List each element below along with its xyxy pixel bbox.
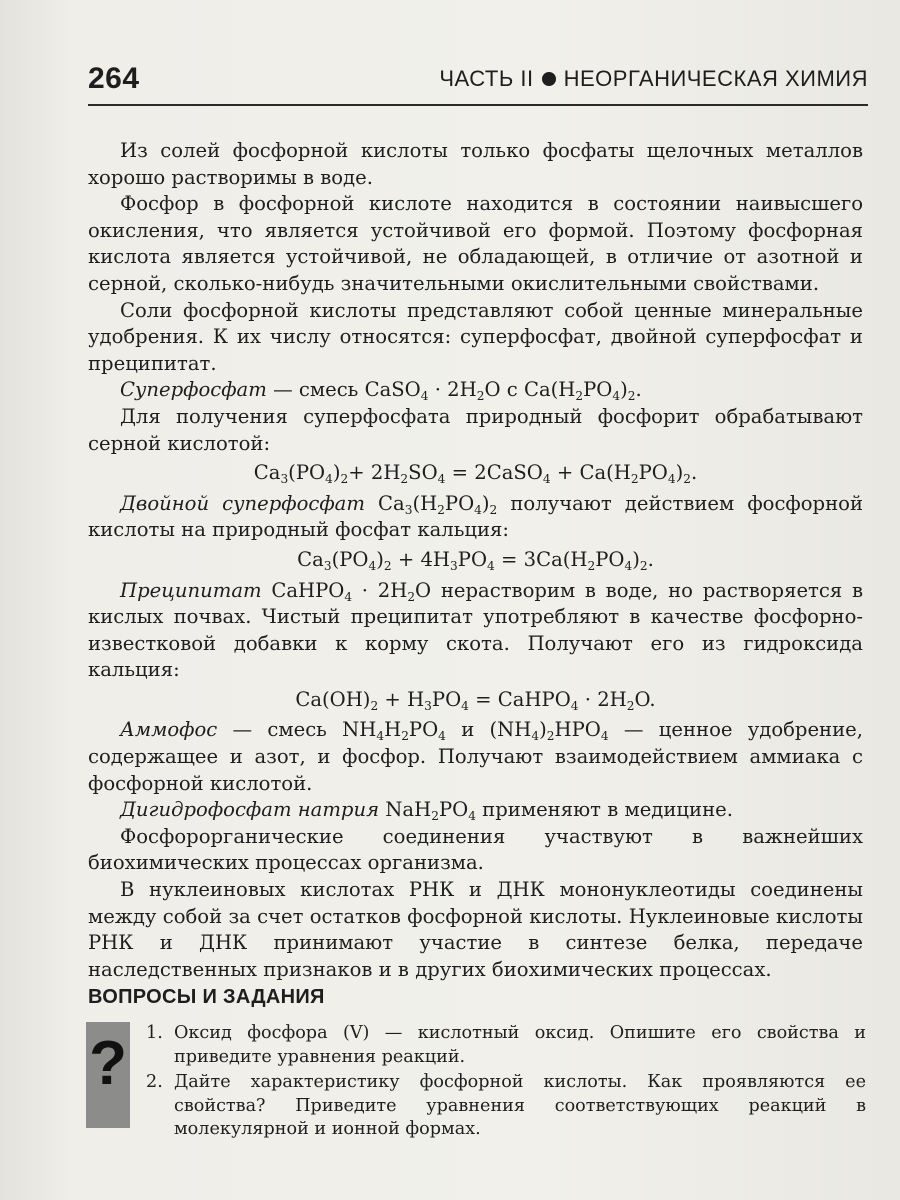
paragraph: Фосфор в фосфорной кислоте находится в состоянии наивысшего окисления, что является устойчивой его формой. Поэтому фосфорная кислота является устойчивой, не обладающей, в отличие от азотной и серной, сколько-нибудь значительными окислительными свойствами. (88, 192, 863, 295)
superphosphate-definition: Суперфосфат — смесь CaSO$_4$ · $2H_2O$ с $Ca(H_2PO_4)_2$. (120, 378, 642, 404)
equation-precipitate: $Ca(OH)_2 + H_3PO_4$ = CaHPO$_4$ · $2H_2O$. (295, 687, 656, 713)
paragraph: Для получения суперфосфата природный фосфорит обрабатывают серной кислотой: (88, 404, 863, 455)
term: Двойной суперфосфат (120, 491, 365, 515)
double-superphosphate-paragraph: Двойной суперфосфат $Ca_3(H_2PO_4)_2$ получают действием фосфорной кислоты на природный фосфат кальция: (88, 491, 864, 542)
section-label: НЕОРГАНИЧЕСКАЯ ХИМИЯ (563, 66, 868, 91)
running-head (439, 66, 868, 92)
question-item: 2. Дайте характеристику фосфорной кислоты. Как проявляются ее свойства? Приведите уравнения соответствующих реакций в молекулярной и ионной формах. (146, 1072, 866, 1139)
ammophos-paragraph: Аммофос — смесь $NH_4H_2PO_4$ и $(NH_4)_2HPO_4$ — ценное удобрение, содержащее и азот, и фосфор. Получают взаимодействием аммиака с фосфорной кислотой. (88, 718, 864, 795)
sodium-dihydrophosphate-paragraph: Дигидрофосфат натрия $NaH_2PO_4$ применяют в медицине. (120, 798, 733, 824)
equation-superphosphate: $Ca_3(PO_4)_2+ 2H_2SO_4$ = 2CaSO$_4$ + $Ca(H_2PO_4)_2$. (253, 461, 698, 486)
part-label: ЧАСТЬ II (439, 66, 534, 91)
questions-list (146, 1022, 866, 1144)
paragraph: Фосфорорганические соединения участвуют в важнейших биохимических процессах организма. (88, 824, 863, 875)
page-number: 264 (88, 62, 140, 95)
main-text (88, 138, 863, 983)
precipitate-paragraph: Преципитат CaHPO$_4$ · $2H_2O$ нерастворим в воде, но растворяется в кислых почвах. Чистый преципитат употребляют в качестве фосфорно-известковой добавки к корму скота. Получают его из гидроксида кальция: (88, 578, 863, 682)
term: Преципитат (120, 578, 262, 602)
paragraph: Из солей фосфорной кислоты только фосфаты щелочных металлов хорошо растворимы в воде. (88, 139, 863, 189)
term: Суперфосфат (120, 378, 267, 402)
question-mark-icon: ? (86, 1022, 130, 1128)
term: Аммофос (120, 718, 218, 742)
question-item: 1. Оксид фосфора (V) — кислотный оксид. Опишите его свойства и приведите уравнения реакций. (146, 1023, 866, 1067)
questions-heading: ВОПРОСЫ И ЗАДАНИЯ (88, 986, 325, 1008)
bullet-dot-icon (542, 72, 556, 86)
equation-double-superphosphate: $Ca_3(PO_4)_2 + 4H_3PO_4 = 3Ca(H_2PO_4)_2$. (297, 547, 654, 573)
term: Дигидрофосфат натрия (120, 798, 380, 822)
paragraph: Соли фосфорной кислоты представляют собой ценные минеральные удобрения. К их числу относятся: суперфосфат, двойной суперфосфат и преципитат. (88, 298, 863, 375)
paragraph: В нуклеиновых кислотах РНК и ДНК мононуклеотиды соединены между собой за счет остатков фосфорной кислоты. Нуклеиновые кислоты РНК и ДНК принимают участие в синтезе белка, передаче наследственных признаков и в других биохимических процессах. (88, 878, 863, 981)
page-header (88, 58, 868, 106)
